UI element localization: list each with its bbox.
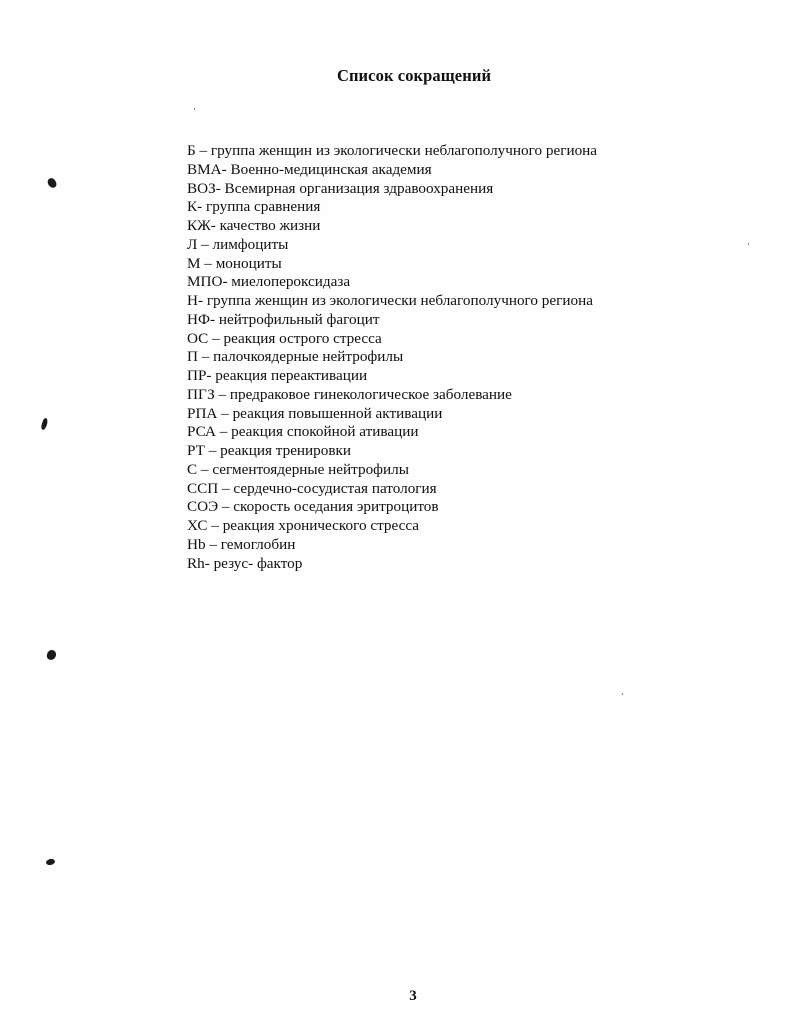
scan-speck <box>46 649 57 660</box>
abbreviation-item: К- группа сравнения <box>187 198 321 216</box>
abbreviation-item: Б – группа женщин из экологически неблагополучного региона <box>187 142 598 159</box>
scan-speck <box>47 177 58 189</box>
abbreviation-item: М – моноциты <box>187 254 282 272</box>
abbreviation-item: Hb – гемоглобин <box>187 535 296 553</box>
abbreviation-item: Л – лимфоциты <box>187 235 289 253</box>
abbreviation-item: С – сегментоядерные нейтрофилы <box>187 460 409 478</box>
abbreviation-item: ПГЗ – предраковое гинекологическое заболевание <box>187 385 512 403</box>
page-title: Список сокращений <box>336 66 492 85</box>
abbreviation-item: РТ – реакция тренировки <box>187 442 352 459</box>
abbreviation-item: П – палочкоядерные нейтрофилы <box>187 348 404 366</box>
abbreviation-item: ОС – реакция острого стресса <box>187 329 382 347</box>
abbreviation-item: РПА – реакция повышенной активации <box>187 404 443 422</box>
abbreviation-item: МПО- миелопероксидаза <box>187 273 351 291</box>
abbreviation-item: ВМА- Военно-медицинская академия <box>187 160 432 178</box>
abbreviation-item: ХС – реакция хронического стресса <box>187 517 420 534</box>
page-number: 3 <box>409 988 417 1004</box>
scan-speck <box>40 418 48 431</box>
abbreviation-list <box>187 142 597 573</box>
scan-dot <box>194 108 195 110</box>
abbreviation-item: РСА – реакция спокойной ативации <box>187 423 419 441</box>
abbreviation-item: СОЭ – скорость оседания эритроцитов <box>187 498 439 516</box>
scan-dot <box>748 243 749 245</box>
scan-dot <box>622 693 623 695</box>
scan-speck <box>45 858 55 866</box>
abbreviation-item: КЖ- качество жизни <box>187 217 321 234</box>
abbreviation-item: Rh- резус- фактор <box>187 554 303 572</box>
abbreviation-item: ССП – сердечно-сосудистая патология <box>187 479 437 497</box>
abbreviation-item: НФ- нейтрофильный фагоцит <box>187 310 380 328</box>
abbreviation-item: Н- группа женщин из экологически неблагополучного региона <box>187 292 593 309</box>
abbreviation-item: ВОЗ- Всемирная организация здравоохранения <box>187 179 494 197</box>
abbreviation-item: ПР- реакция переактивации <box>187 367 368 384</box>
